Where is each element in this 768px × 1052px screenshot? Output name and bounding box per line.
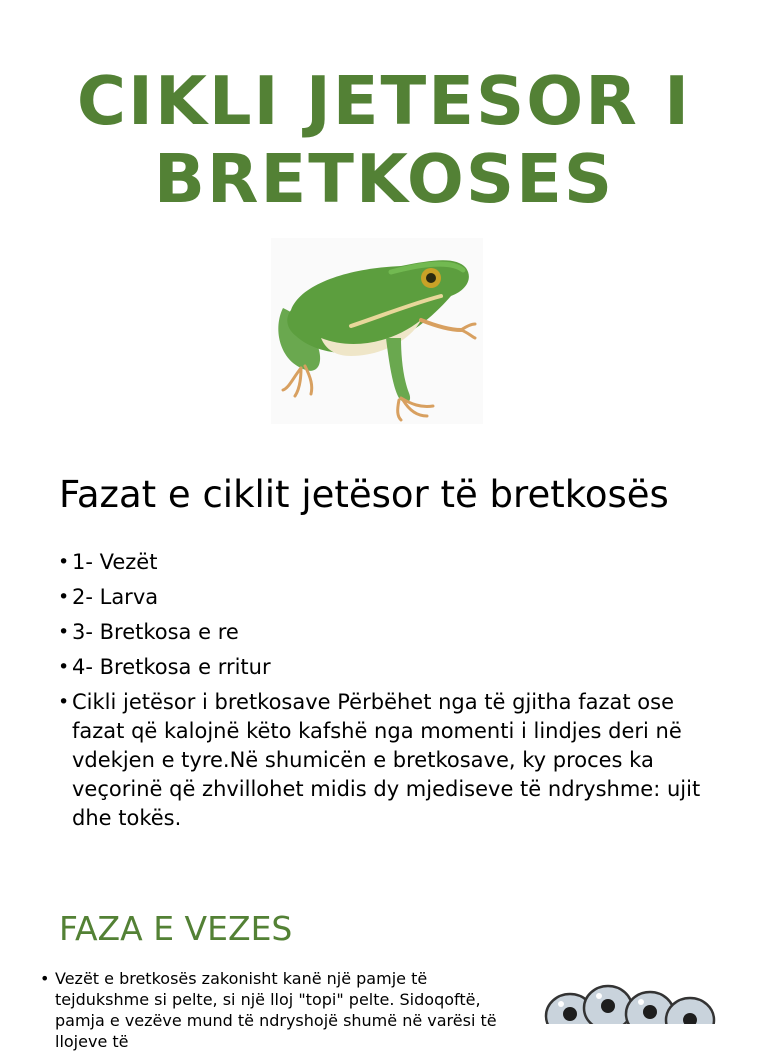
list-item: • Vezët e bretkosës zakonisht kanë një pamje të tejdukshme si pelte, si një lloj "topi" pelte. Sidoqoftë, pamja e vezëve mund të ndryshojë shumë në varësi të llojeve të <box>40 968 518 1052</box>
list-item: • 4- Bretkosa e rritur <box>58 653 718 682</box>
stages-list <box>58 548 718 839</box>
list-item: • 3- Bretkosa e re <box>58 618 718 647</box>
page-title <box>0 62 768 218</box>
list-item: • 1- Vezët <box>58 548 718 577</box>
section-heading: FAZA E VEZES <box>59 909 293 948</box>
egg-phase-text <box>40 968 518 1052</box>
frog-image <box>271 238 483 424</box>
stages-subtitle: Fazat e ciklit jetësor të bretkosës <box>59 473 669 516</box>
title-line-2: BRETKOSES <box>153 140 615 218</box>
list-item: • 2- Larva <box>58 583 718 612</box>
frog-eggs-icon <box>540 980 720 1024</box>
egg-image <box>540 980 720 1024</box>
list-item: • Cikli jetësor i bretkosave Përbëhet nga të gjitha fazat ose fazat që kalojnë këto kafshë nga momenti i lindjes deri në vdekjen e tyre.Në shumicën e bretkosave, ky proces ka veçorinë që zhvillohet midis dy mjediseve të ndryshme: ujit dhe tokës. <box>58 688 718 833</box>
frog-icon <box>271 238 483 424</box>
title-line-1: CIKLI JETESOR I <box>76 62 692 140</box>
